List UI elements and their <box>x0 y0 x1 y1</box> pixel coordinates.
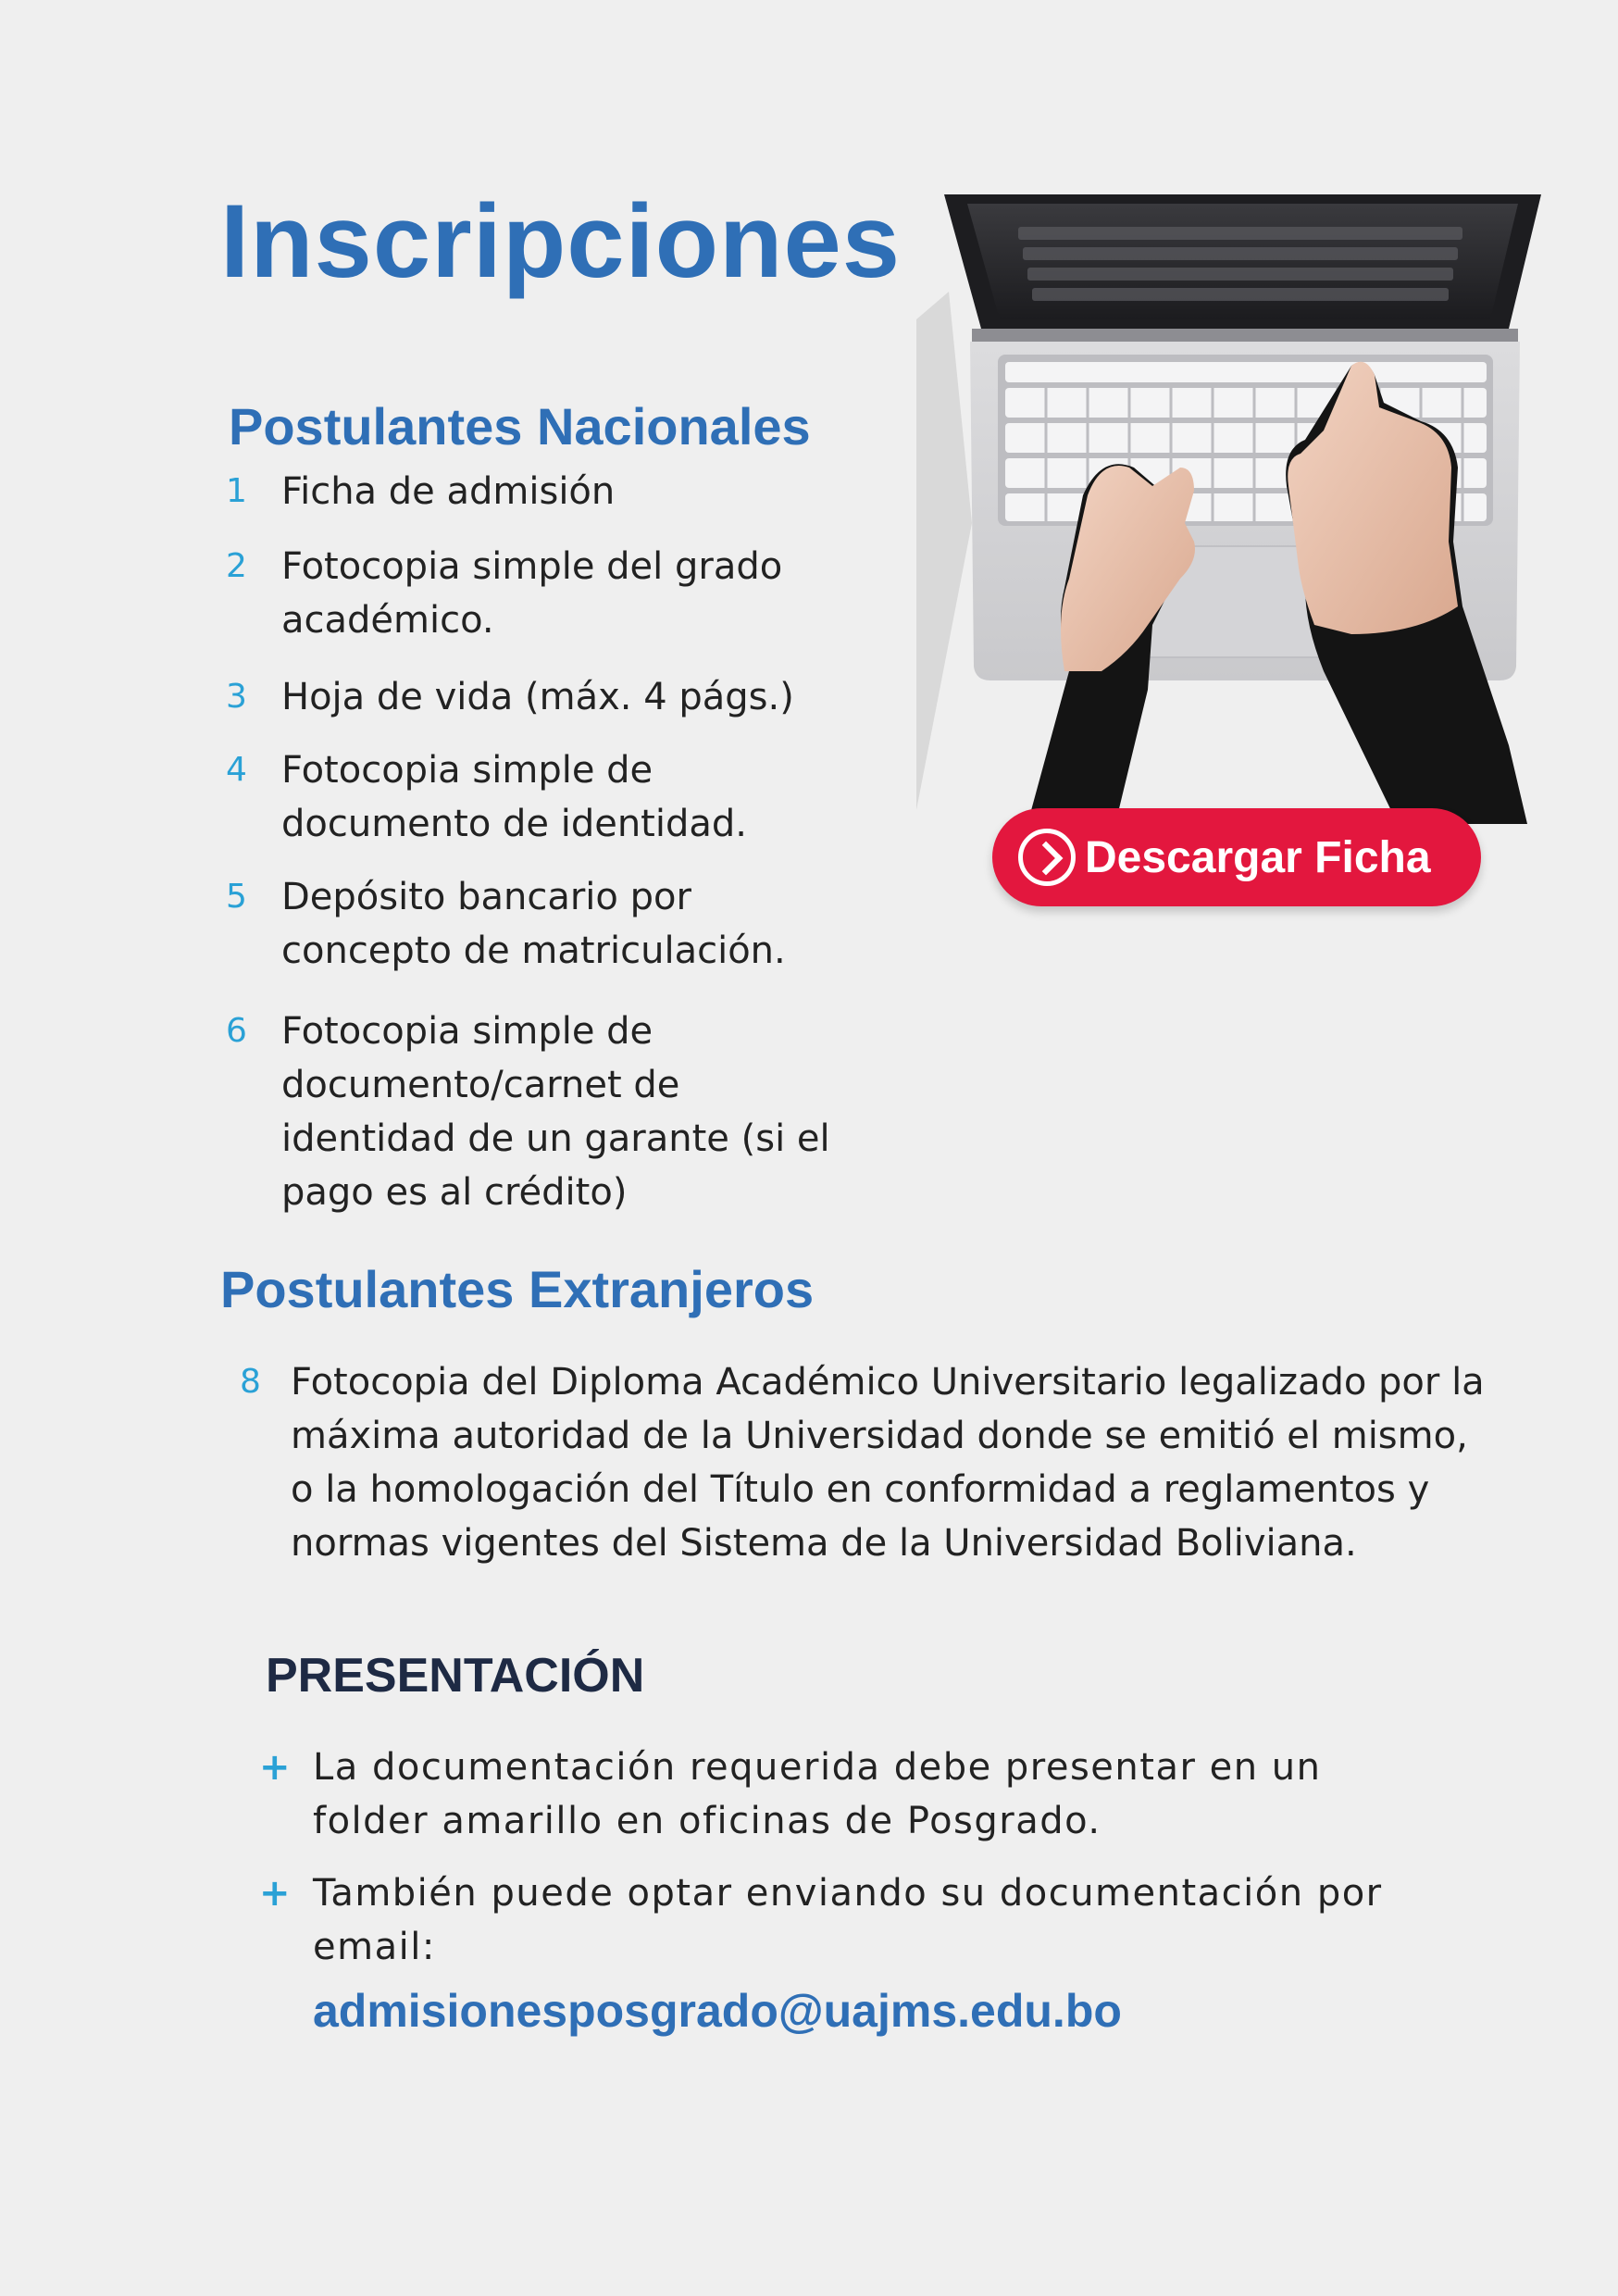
list-item-text: La documentación requerida debe presentar en un folder amarillo en oficinas de Posgrado. <box>313 1746 1322 1842</box>
list-item-number: 3 <box>226 678 247 716</box>
download-form-label: Descargar Ficha <box>1085 832 1431 882</box>
list-item-text: Ficha de admisión <box>281 470 616 513</box>
list-item-number: 5 <box>226 878 247 916</box>
list-item-text: Hoja de vida (máx. 4 págs.) <box>281 676 794 718</box>
list-item-number: 6 <box>226 1012 247 1050</box>
page-title: Inscripciones <box>220 183 902 299</box>
list-item-number: 8 <box>240 1363 261 1401</box>
list-item-number: 2 <box>226 547 247 585</box>
laptop-typing-image <box>916 190 1546 824</box>
list-item-text: Fotocopia simple de documento de identidad. <box>281 749 747 845</box>
list-item-text: Fotocopia simple del grado académico. <box>281 545 783 642</box>
list-item-text: También puede optar enviando su documentación por email: <box>313 1872 1383 1968</box>
bullet-plus: + <box>259 1872 291 1915</box>
list-item-text: Fotocopia simple de documento/carnet de identidad de un garante (si el pago es al crédito) <box>281 1010 830 1214</box>
bullet-plus: + <box>259 1746 291 1789</box>
chevron-right-circle-icon <box>1018 829 1076 886</box>
section-heading-presentacion: PRESENTACIÓN <box>266 1649 645 1703</box>
section-heading-nacionales: Postulantes Nacionales <box>229 397 811 455</box>
list-item-text: Fotocopia del Diploma Académico Universitario legalizado por la máxima autoridad de la Universidad donde se emitió el mismo, o la homologación del Título en conformidad a reglamentos y normas vigentes del Sistema de la Universidad Boliviana. <box>291 1361 1485 1565</box>
list-item-text: Depósito bancario por concepto de matriculación. <box>281 876 786 972</box>
download-form-button[interactable] <box>992 808 1481 906</box>
list-item-number: 4 <box>226 751 247 789</box>
list-item-number: 1 <box>226 472 247 510</box>
contact-email-link[interactable]: admisionesposgrado@uajms.edu.bo <box>313 1985 1122 2037</box>
section-heading-extranjeros: Postulantes Extranjeros <box>220 1260 815 1318</box>
